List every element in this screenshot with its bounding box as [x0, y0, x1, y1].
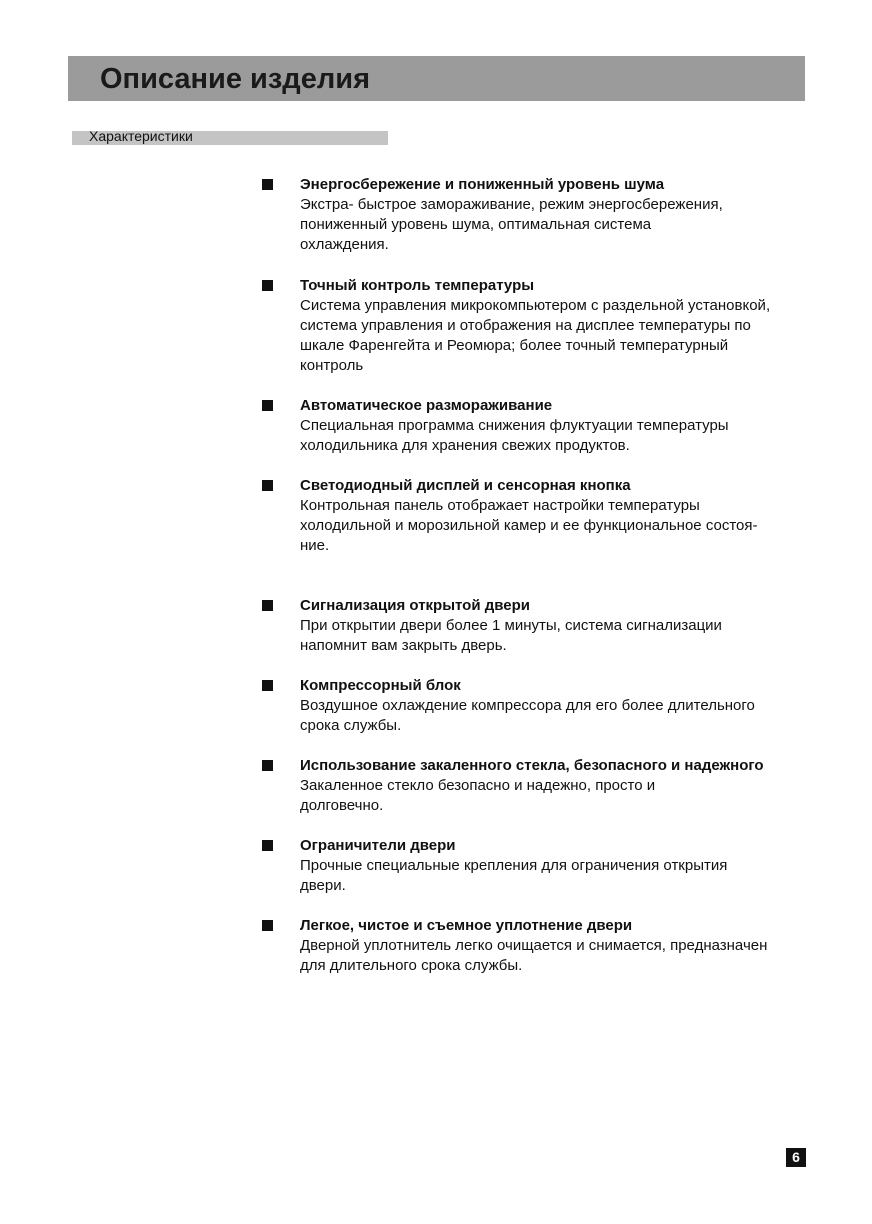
- feature-description-line: Система управления микрокомпьютером с раздельной установкой,: [300, 297, 771, 314]
- page-title-bar: [68, 56, 805, 101]
- feature-description: [300, 195, 820, 255]
- feature-title: Автоматическое размораживание: [300, 397, 553, 414]
- feature-description: [300, 696, 820, 736]
- feature-description-line: ние.: [300, 537, 330, 554]
- feature-description-line: Контрольная панель отображает настройки температуры: [300, 497, 700, 514]
- feature-description-line: для длительного срока службы.: [300, 957, 523, 974]
- feature-description: [300, 856, 820, 896]
- feature-description-line: холодильной и морозильной камер и ее функциональное состоя-: [300, 517, 758, 534]
- feature-description: [300, 496, 820, 556]
- feature-description-line: контроль: [300, 357, 364, 374]
- square-bullet-icon: [262, 760, 273, 771]
- feature-description: [300, 296, 820, 376]
- feature-description-line: напомнит вам закрыть дверь.: [300, 637, 507, 654]
- square-bullet-icon: [262, 400, 273, 411]
- feature-description: [300, 616, 820, 656]
- feature-description-line: Прочные специальные крепления для ограничения открытия: [300, 857, 728, 874]
- feature-title: Светодиодный дисплей и сенсорная кнопка: [300, 477, 631, 494]
- feature-title: Точный контроль температуры: [300, 277, 535, 294]
- feature-title: Энергосбережение и пониженный уровень шума: [300, 176, 665, 193]
- feature-title: Сигнализация открытой двери: [300, 597, 531, 614]
- section-header-bar: [72, 128, 388, 145]
- section-title: Характеристики: [89, 128, 193, 144]
- square-bullet-icon: [262, 480, 273, 491]
- feature-description-line: пониженный уровень шума, оптимальная система: [300, 216, 652, 233]
- square-bullet-icon: [262, 600, 273, 611]
- feature-description-line: двери.: [300, 877, 346, 894]
- feature-description-line: Воздушное охлаждение компрессора для его более длительного: [300, 697, 755, 714]
- feature-description-line: шкале Фаренгейта и Реомюра; более точный температурный: [300, 337, 729, 354]
- square-bullet-icon: [262, 840, 273, 851]
- feature-description-line: Закаленное стекло безопасно и надежно, просто и: [300, 777, 656, 794]
- feature-description-line: холодильника для хранения свежих продуктов.: [300, 437, 630, 454]
- page-title: Описание изделия: [100, 63, 370, 95]
- feature-title: Легкое, чистое и съемное уплотнение двери: [300, 917, 633, 934]
- feature-description: [300, 776, 820, 816]
- feature-description-line: система управления и отображения на дисплее температуры по: [300, 317, 751, 334]
- square-bullet-icon: [262, 920, 273, 931]
- feature-description-line: Экстра- быстрое замораживание, режим энергосбережения,: [300, 196, 723, 213]
- feature-description-line: охлаждения.: [300, 236, 389, 253]
- feature-description-line: срока службы.: [300, 717, 402, 734]
- feature-description-line: долговечно.: [300, 797, 384, 814]
- feature-description: [300, 416, 820, 456]
- feature-title: Компрессорный блок: [300, 677, 461, 694]
- feature-description-line: Дверной уплотнитель легко очищается и снимается, предназначен: [300, 937, 768, 954]
- square-bullet-icon: [262, 680, 273, 691]
- feature-description: [300, 936, 820, 976]
- square-bullet-icon: [262, 280, 273, 291]
- square-bullet-icon: [262, 179, 273, 190]
- feature-title: Использование закаленного стекла, безопасного и надежного: [300, 757, 764, 774]
- page-number: 6: [786, 1148, 806, 1167]
- feature-title: Ограничители двери: [300, 837, 456, 854]
- feature-description-line: При открытии двери более 1 минуты, система сигнализации: [300, 617, 722, 634]
- feature-description-line: Специальная программа снижения флуктуации температуры: [300, 417, 729, 434]
